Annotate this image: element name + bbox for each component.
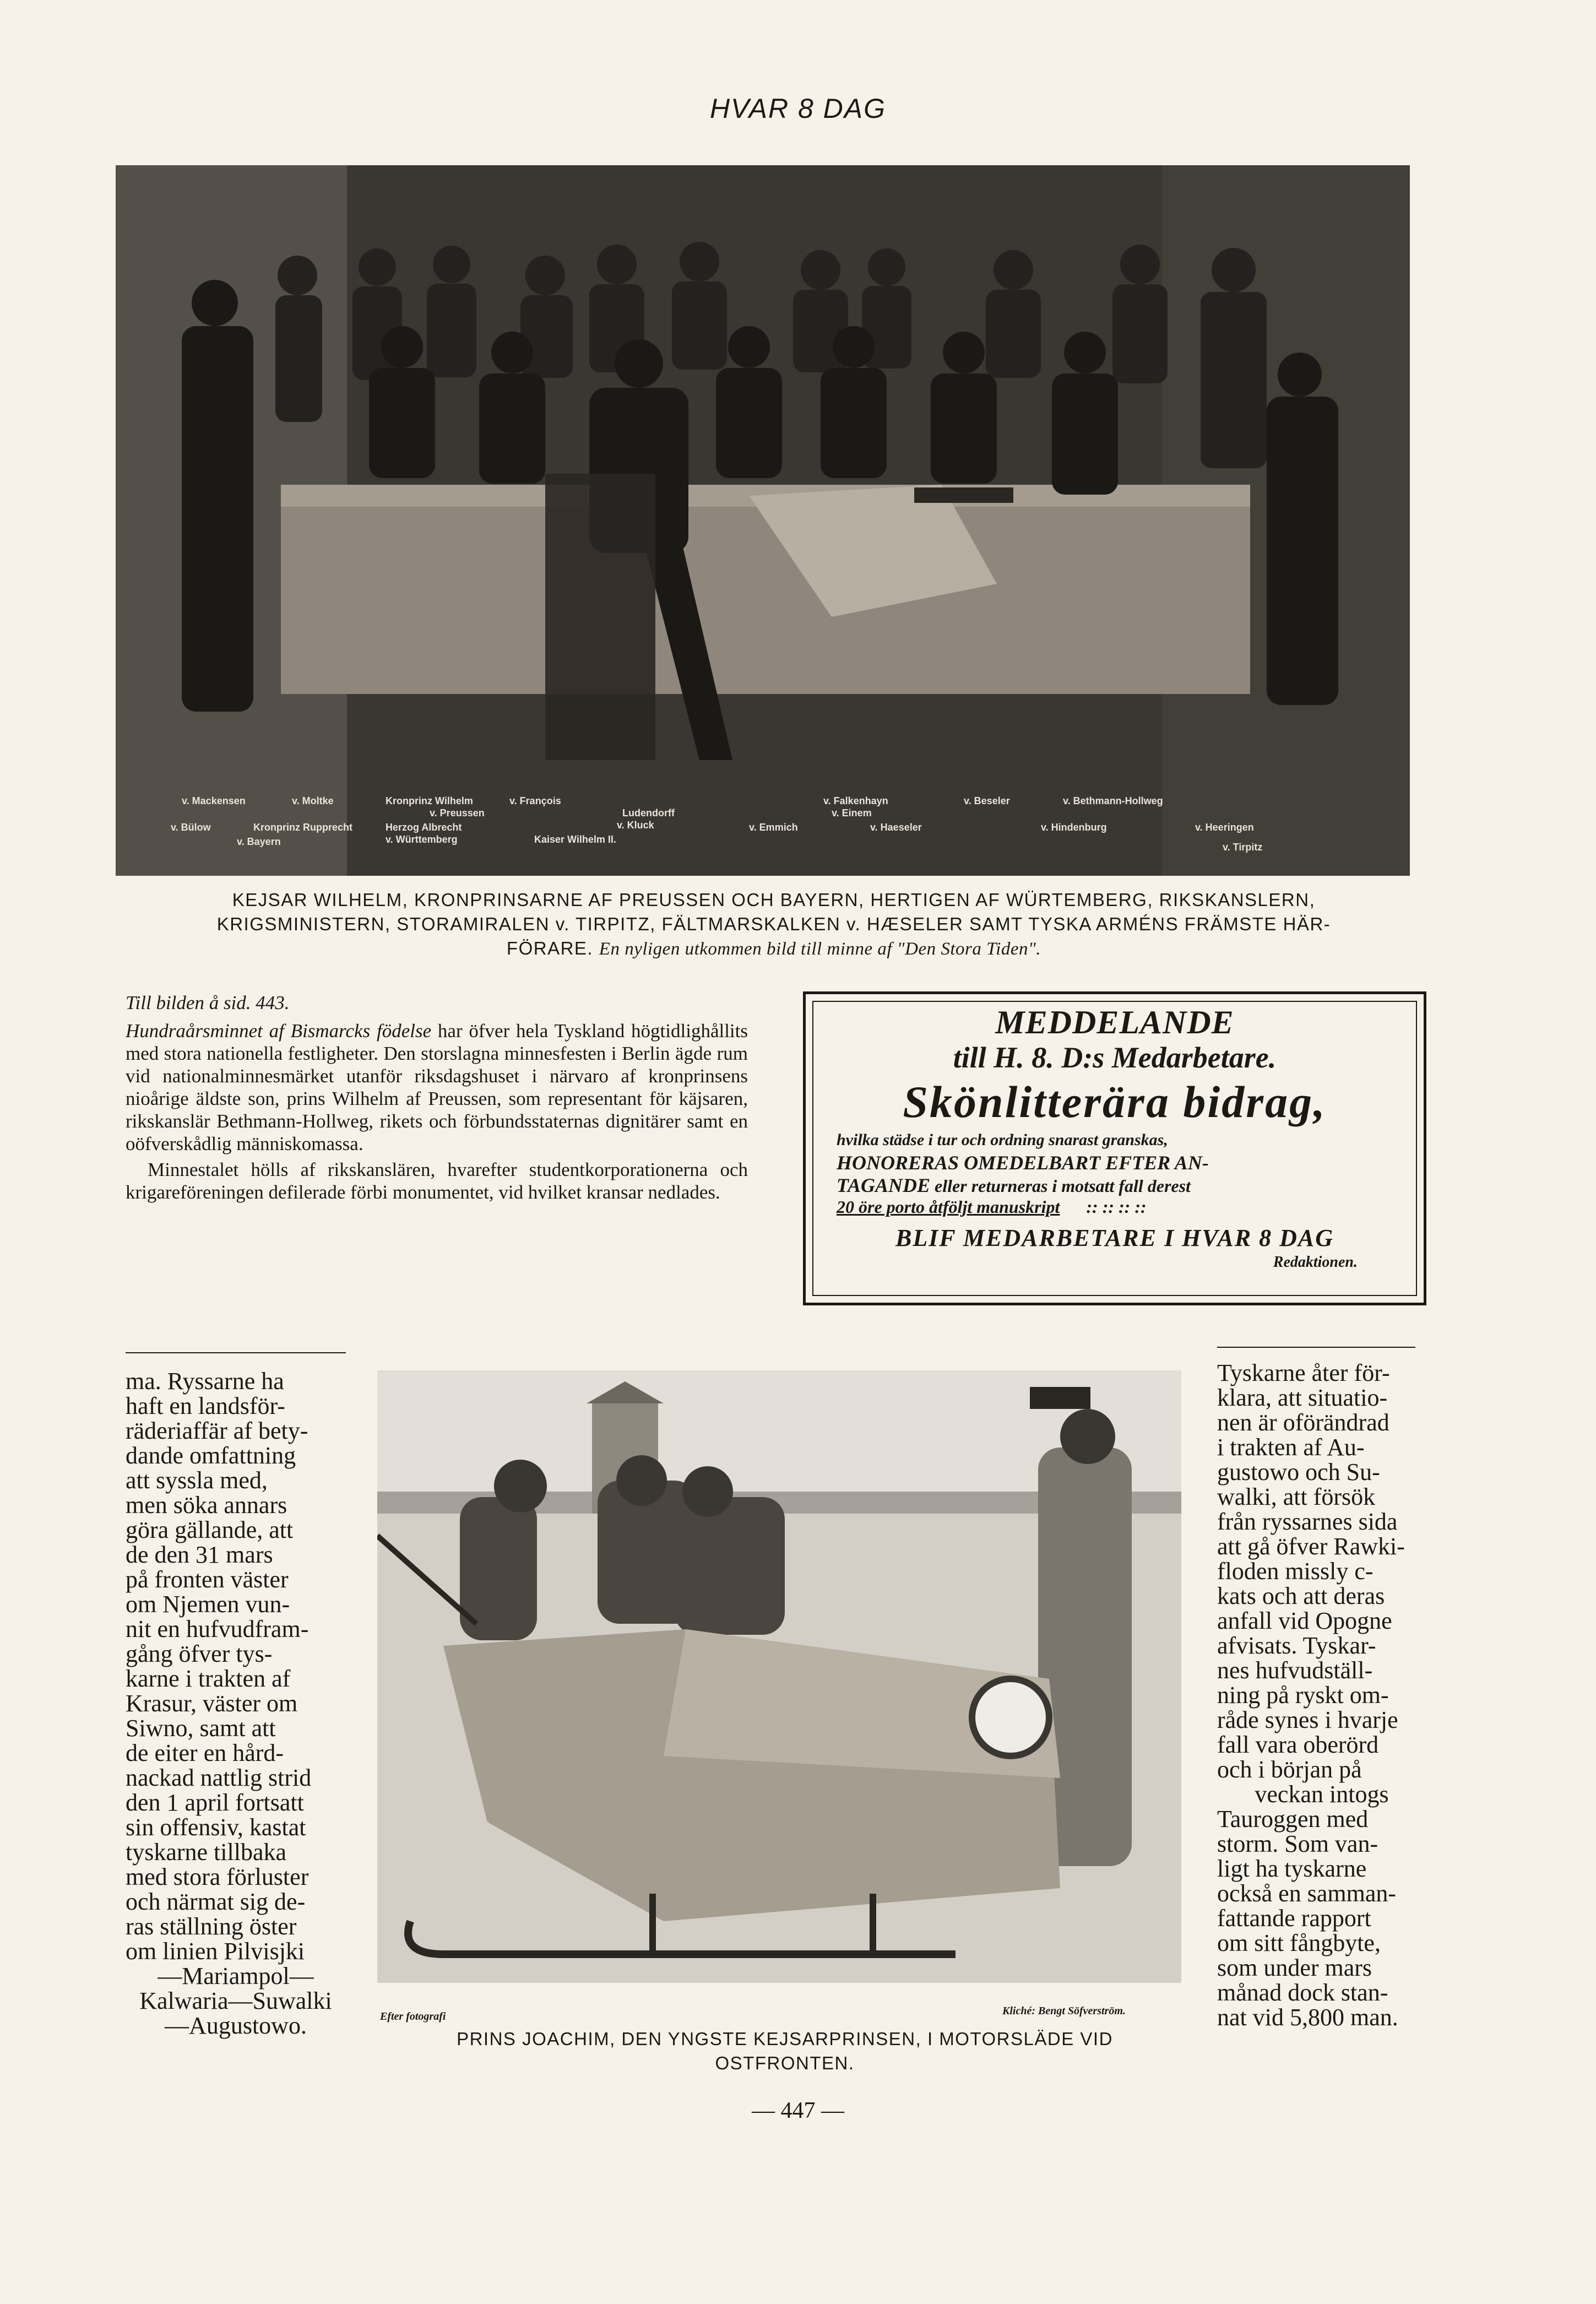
text-line: gustowo och Su-	[1217, 1459, 1380, 1486]
bismarck-article	[126, 991, 748, 1203]
photo-name-label: v. Württemberg	[386, 834, 458, 845]
motor-sled-illustration	[377, 1370, 1181, 1983]
photo-name-label: v. Emmich	[749, 822, 798, 833]
text-line: storm. Som van-	[1217, 1830, 1378, 1857]
text-line: ras ställning öster	[126, 1913, 297, 1940]
group-portrait-photo	[116, 165, 1410, 876]
photo-name-label: v. Heeringen	[1195, 822, 1254, 833]
text-line: fall vara oberörd	[1217, 1731, 1379, 1758]
left-text-column	[126, 1369, 346, 2038]
text-line: nen är oförändrad	[1217, 1409, 1389, 1436]
text-line: dande omfattning	[126, 1442, 296, 1469]
text-line: Tauroggen med	[1217, 1806, 1369, 1833]
text-line: räderiaffär af bety-	[126, 1417, 308, 1444]
text-line: gång öfver tys-	[126, 1640, 273, 1667]
notice-caps-word: TAGANDE	[837, 1174, 931, 1196]
text-line: de eiter en hård-	[126, 1739, 284, 1766]
text-line: sin offensiv, kastat	[126, 1814, 306, 1841]
text-line: om linien Pilvisjki	[126, 1938, 305, 1965]
text-line: och närmat sig de-	[126, 1888, 306, 1915]
caption-line: KRIGSMINISTERN, STORAMIRALEN v. TIRPITZ, FÄLTMARSKALKEN v. HÆSELER SAMT TYSKA ARMÉNS FRÄMSTE HÄR-	[216, 914, 1331, 934]
text-line: nes hufvudställ-	[1217, 1657, 1373, 1684]
text-line: nackad nattlig strid	[126, 1764, 312, 1791]
photo-name-label: v. Beseler	[964, 795, 1010, 806]
text-line: ma. Ryssarne ha	[126, 1368, 284, 1395]
text-line: nat vid 5,800 man.	[1217, 2004, 1398, 2031]
photo-name-label: v. Bayern	[237, 836, 281, 847]
text-line: men söka annars	[126, 1492, 287, 1519]
article-lead: Hundraårsminnet af Bismarcks födelse	[126, 1020, 432, 1042]
text-line: och i början på	[1217, 1756, 1362, 1783]
photo-name-label: v. Kluck	[617, 820, 654, 831]
notice-caps-line: HONORERAS OMEDELBART EFTER AN-	[837, 1152, 1209, 1174]
divider-right	[1217, 1347, 1415, 1348]
photo-name-label: v. Preussen	[430, 807, 485, 818]
text-line: som under mars	[1217, 1954, 1372, 1981]
motor-sled-photo	[377, 1370, 1181, 1983]
text-line: tyskarne tillbaka	[126, 1839, 287, 1866]
text-line: —Mariampol—	[158, 1963, 314, 1989]
group-portrait-illustration	[116, 165, 1410, 876]
text-line: också en samman-	[1217, 1880, 1396, 1907]
photo-name-label: Herzog Albrecht	[386, 822, 462, 833]
text-line: med stora förluster	[126, 1863, 309, 1890]
text-line: karne i trakten af	[126, 1665, 291, 1692]
group-portrait-caption	[116, 888, 1432, 961]
text-line: Kalwaria—Suwalki	[139, 1987, 332, 2014]
caption-line: KEJSAR WILHELM, KRONPRINSARNE AF PREUSSEN OCH BAYERN, HERTIGEN AF WÜRTEMBERG, RIKSKANSLERN,	[232, 890, 1316, 910]
notice-title: MEDDELANDE	[995, 1004, 1234, 1040]
photo-credit-left: Efter fotografi	[380, 2010, 446, 2023]
photo-name-label: v. Tirpitz	[1223, 842, 1263, 853]
article-paragraph-1	[126, 1020, 748, 1155]
text-line: göra gällande, att	[126, 1516, 294, 1543]
photo-name-label: v. Hindenburg	[1041, 822, 1107, 833]
text-line: haft en landsför-	[126, 1392, 285, 1419]
text-line: i trakten af Au-	[1217, 1434, 1365, 1461]
text-line: ligt ha tyskarne	[1217, 1855, 1367, 1882]
right-text-column	[1217, 1360, 1426, 2030]
text-line: månad dock stan-	[1217, 1979, 1388, 2006]
notice-signature: Redaktionen.	[1273, 1254, 1358, 1271]
text-line: om Njemen vun-	[126, 1591, 290, 1618]
notice-footer: BLIF MEDARBETARE I HVAR 8 DAG	[895, 1224, 1334, 1251]
text-line: —Augustowo.	[165, 2012, 307, 2039]
photo-name-label: Kronprinz Rupprecht	[253, 822, 352, 833]
photo-name-label: Kaiser Wilhelm II.	[534, 834, 616, 845]
photo-name-label: v. François	[509, 795, 561, 806]
text-line: nit en hufvudfram-	[126, 1615, 309, 1642]
text-line: de den 31 mars	[126, 1541, 273, 1568]
text-line: att syssla med,	[126, 1467, 268, 1494]
notice-small-text: hvilka städse i tur och ordning snarast granskas,	[837, 1131, 1168, 1149]
text-line: anfall vid Opogne	[1217, 1607, 1392, 1634]
photo-name-label: Ludendorff	[622, 807, 675, 818]
caption-italic: En nyligen utkommen bild till minne af "Den Stora Tiden".	[599, 939, 1041, 959]
caption-line: PRINS JOACHIM, DEN YNGSTE KEJSARPRINSEN, I MOTORSLÄDE VID	[457, 2029, 1113, 2049]
motor-sled-caption	[380, 2027, 1190, 2075]
photo-name-label: v. Mackensen	[182, 795, 246, 806]
text-line: Siwno, samt att	[126, 1715, 276, 1742]
notice-headline: Skönlitterära bidrag,	[903, 1077, 1327, 1127]
notice-line-2-rest: eller returneras i motsatt fall derest	[935, 1176, 1191, 1196]
running-header: HVAR 8 DAG	[709, 93, 887, 124]
notice-ornament: :: :: :: ::	[1086, 1197, 1147, 1217]
notice-inner-border	[812, 1001, 1417, 1296]
notice-porto: 20 öre porto åtföljt manuskript	[837, 1197, 1060, 1217]
photo-name-label: v. Falkenhayn	[823, 795, 888, 806]
text-line: Krasur, väster om	[126, 1690, 298, 1717]
text-line: den 1 april fortsatt	[126, 1789, 304, 1816]
divider-left	[126, 1352, 346, 1353]
text-line: kats och att deras	[1217, 1582, 1385, 1609]
caption-line: OSTFRONTEN.	[715, 2053, 855, 2073]
text-line: på fronten väster	[126, 1566, 289, 1593]
photo-name-label: Kronprinz Wilhelm	[386, 795, 473, 806]
photo-name-label: v. Haeseler	[870, 822, 922, 833]
photo-name-label: v. Einem	[832, 807, 872, 818]
page-number: — 447 —	[752, 2098, 844, 2123]
text-line: råde synes i hvarje	[1217, 1706, 1398, 1733]
caption-line-last	[116, 936, 1432, 961]
text-line: från ryssarnes sida	[1217, 1508, 1398, 1535]
article-lead-rest: har öfver hela Tyskland högtidlighållits med stora nationella festligheter. Den storslagna minnesfesten i Berlin ägde rum vid nationalminnesmärket utanför riksdagshuset i närvaro af kronprinsens nioårige äldste son, prins Wilhelm af Preussen, som representant för käjsaren, rikskanslär Bethmann-Hollweg, rikets och förbundsstaternas dignitärer samt en oöfverskådlig människomassa.	[126, 1020, 748, 1154]
text-line: att gå öfver Rawki-	[1217, 1533, 1405, 1560]
text-line: veckan intogs	[1255, 1781, 1389, 1808]
photo-name-label: v. Moltke	[292, 795, 334, 806]
contributor-notice	[803, 991, 1426, 1305]
text-line: fattande rapport	[1217, 1905, 1371, 1932]
text-line: ning på ryskt om-	[1217, 1682, 1389, 1709]
photo-name-label: v. Bülow	[171, 822, 211, 833]
text-line: om sitt fångbyte,	[1217, 1929, 1381, 1956]
text-line: walki, att försök	[1217, 1483, 1376, 1510]
notice-subtitle: till H. 8. D:s Medarbetare.	[953, 1041, 1277, 1074]
caption-end: FÖRARE.	[506, 938, 594, 958]
text-line: Tyskarne åter för-	[1217, 1359, 1390, 1386]
article-paragraph-2: Minnestalet hölls af rikskanslären, hvarefter studentkorporationerna och krigareföreningen defilerade förbi monumentet, vid hvilket kransar nedlades.	[126, 1159, 748, 1203]
text-line: klara, att situatio-	[1217, 1384, 1388, 1411]
article-reference: Till bilden å sid. 443.	[126, 992, 290, 1013]
photo-name-label: v. Bethmann-Hollweg	[1063, 795, 1163, 806]
text-line: afvisats. Tyskar-	[1217, 1632, 1376, 1659]
photo-credit-right: Kliché: Bengt Söfverström.	[1002, 2005, 1126, 2017]
text-line: floden missly c-	[1217, 1558, 1374, 1585]
